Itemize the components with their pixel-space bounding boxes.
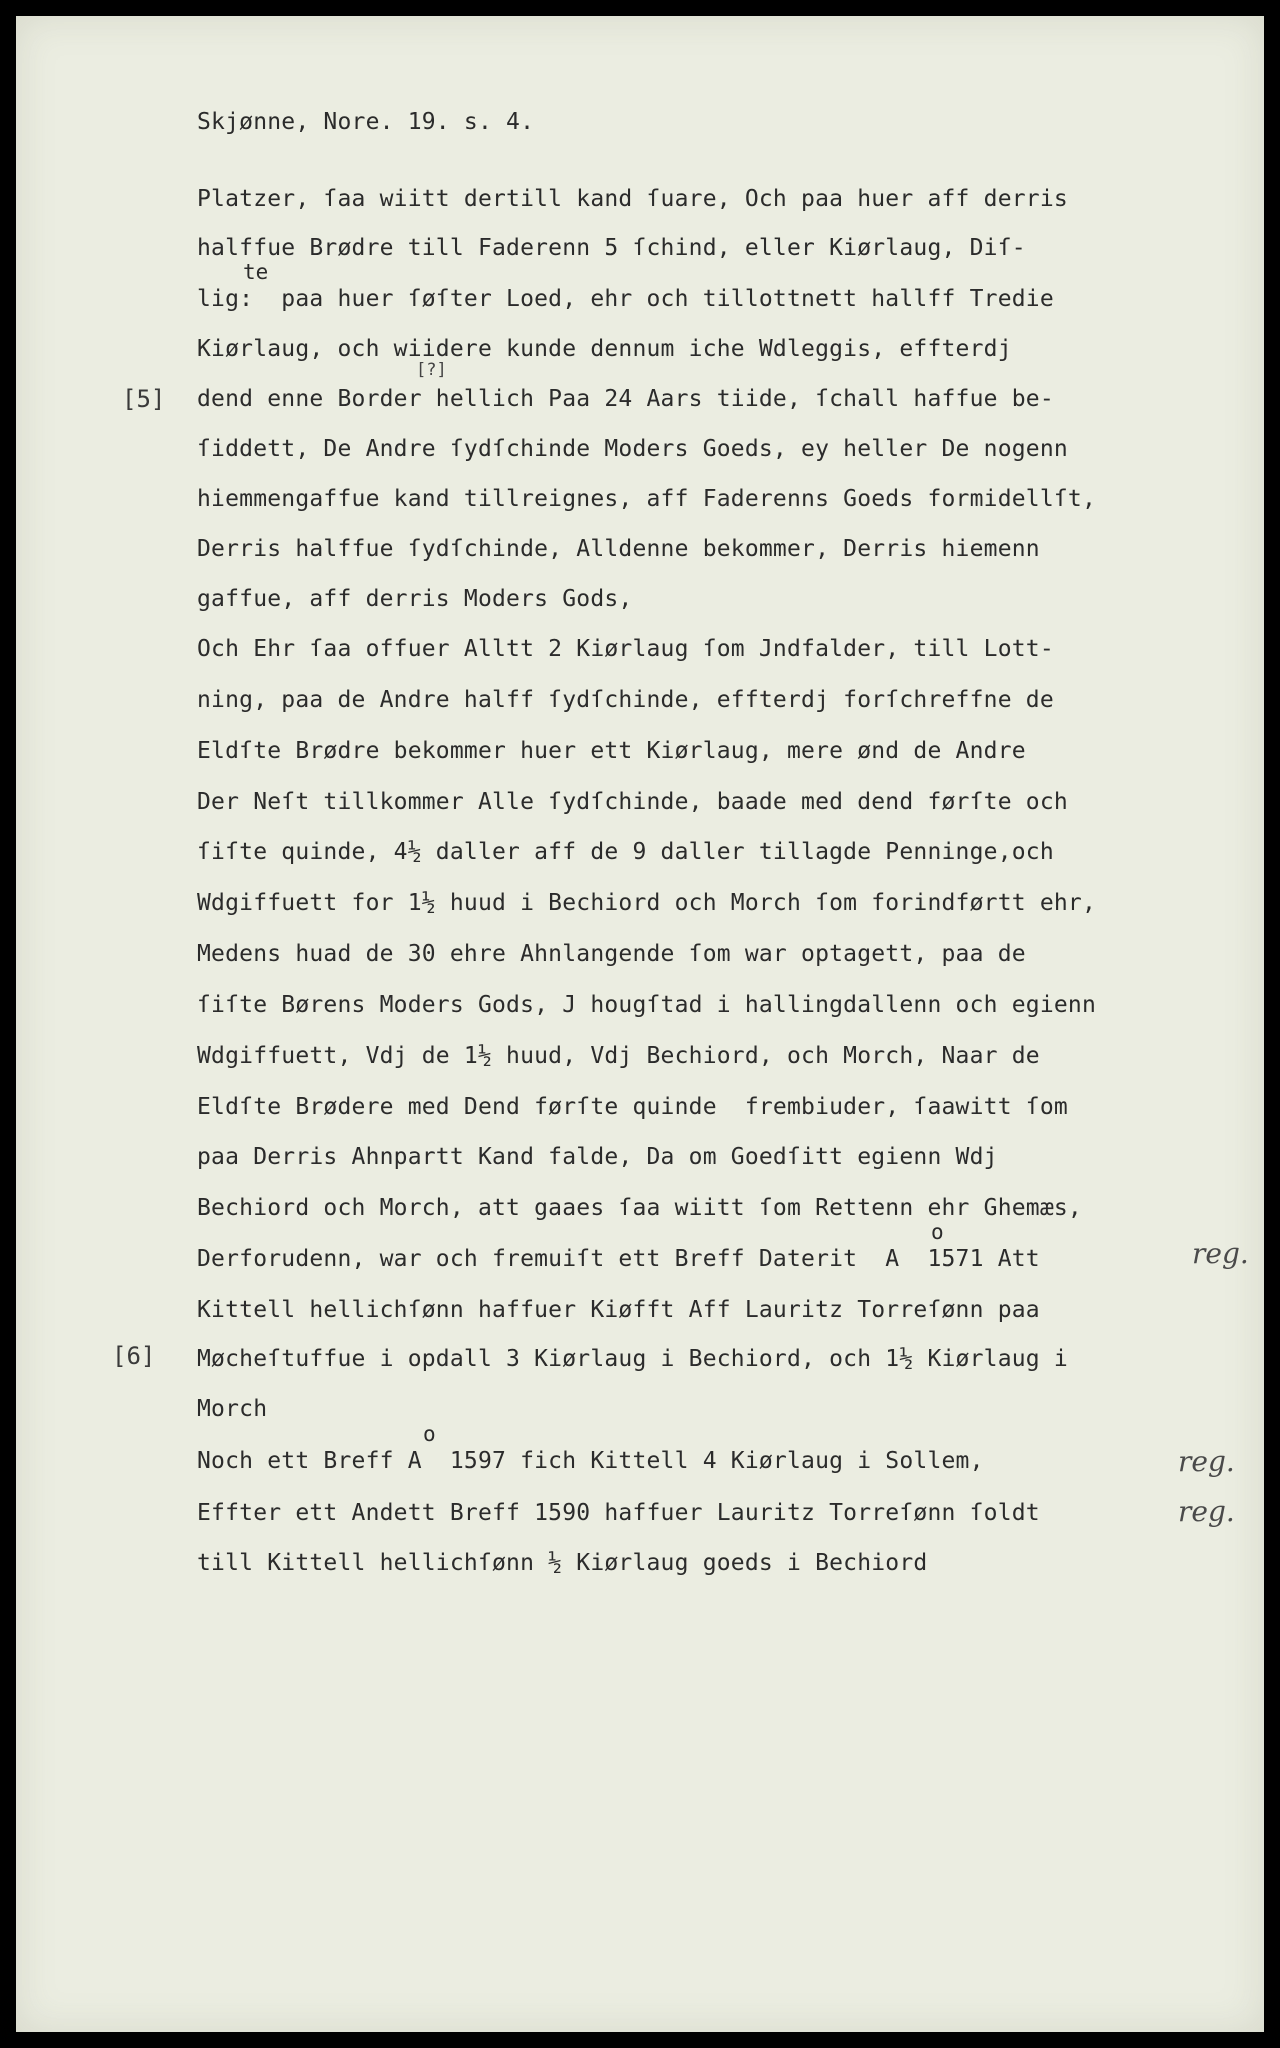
text-line-24: Møcheſtuffue i opdall 3 Kiørlaug i Bechiord, och 1½ Kiørlaug i bbox=[197, 1346, 1068, 1372]
text-line-14: ſiſte quinde, 4½ daller aff de 9 daller tillagde Penninge,och bbox=[197, 839, 1054, 865]
interlinear-te: te bbox=[243, 260, 269, 284]
text-line-13: Der Neſt tillkommer Alle ſydſchinde, baade med dend førſte och bbox=[197, 789, 1068, 815]
margin-note-reg-3: reg. bbox=[1178, 1495, 1235, 1528]
text-line-16: Medens huad de 30 ehre Ahnlangende ſom war optagett, paa de bbox=[197, 941, 1026, 967]
text-line-18: Wdgiffuett, Vdj de 1½ huud, Vdj Bechiord, och Morch, Naar de bbox=[197, 1043, 1040, 1069]
text-line-23: Kittell hellichſønn haffuer Kiøfft Aff Lauritz Torreſønn paa bbox=[197, 1297, 1040, 1323]
text-line-25: Morch bbox=[197, 1396, 268, 1422]
text-line-28: till Kittell hellichſønn ½ Kiørlaug goeds i Bechiord bbox=[197, 1550, 928, 1576]
interlinear-uncertain: [?] bbox=[416, 360, 447, 380]
text-line-12: Eldſte Brødre bekommer huer ett Kiørlaug, mere ønd de Andre bbox=[197, 738, 1026, 764]
margin-ref-6: [6] bbox=[112, 1342, 156, 1370]
margin-note-reg-1: reg. bbox=[1192, 1237, 1249, 1270]
text-line-20: paa Derris Ahnpartt Kand falde, Da om Goedſitt egienn Wdj bbox=[197, 1144, 998, 1170]
text-line-9: gaffue, aff derris Moders Gods, bbox=[197, 586, 633, 612]
text-line-15: Wdgiffuett for 1½ huud i Bechiord och Morch ſom forindførtt ehr, bbox=[197, 890, 1097, 916]
document-page bbox=[16, 16, 1264, 2032]
text-line-8: Derris halffue ſydſchinde, Alldenne bekommer, Derris hiemenn bbox=[197, 536, 1040, 562]
text-line-11: ning, paa de Andre halff ſydſchinde, effterdj forſchreffne de bbox=[197, 687, 1054, 713]
text-line-1: Platzer, ſaa wiitt dertill kand ſuare, Och paa huer aff derris bbox=[197, 186, 1068, 212]
text-line-7: hiemmengaffue kand tillreignes, aff Faderenns Goeds formidellſt, bbox=[197, 486, 1097, 512]
text-line-2: halffue Brødre till Faderenn 5 ſchind, eller Kiørlaug, Diſ- bbox=[197, 235, 1026, 261]
interlinear-circle-2: o bbox=[423, 1422, 436, 1446]
text-line-3: lig: paa huer ſøſter Loed, ehr och tillottnett hallff Tredie bbox=[197, 286, 1054, 312]
page-header: Skjønne, Nore. 19. s. 4. bbox=[197, 109, 535, 135]
text-line-26: Noch ett Breff A 1597 fich Kittell 4 Kiørlaug i Sollem, bbox=[197, 1448, 984, 1474]
text-line-19: Eldſte Brødere med Dend førſte quinde frembiuder, ſaawitt ſom bbox=[197, 1094, 1068, 1120]
text-line-22: Derforudenn, war och fremuiſt ett Breff Daterit A 1571 Att bbox=[197, 1246, 1040, 1272]
text-line-10: Och Ehr ſaa offuer Alltt 2 Kiørlaug ſom Jndfalder, till Lott- bbox=[197, 636, 1054, 662]
margin-note-reg-2: reg. bbox=[1178, 1445, 1235, 1478]
text-line-17: ſiſte Børens Moders Gods, J hougſtad i hallingdallenn och egienn bbox=[197, 992, 1097, 1018]
text-line-21: Bechiord och Morch, att gaaes ſaa wiitt ſom Rettenn ehr Ghemæs, bbox=[197, 1195, 1082, 1221]
text-line-6: ſiddett, De Andre ſydſchinde Moders Goeds, ey heller De nogenn bbox=[197, 436, 1068, 462]
interlinear-circle-1: o bbox=[931, 1220, 944, 1244]
margin-ref-5: [5] bbox=[122, 385, 166, 413]
text-line-5: dend enne Border hellich Paa 24 Aars tiide, ſchall haffue be- bbox=[197, 386, 1054, 412]
text-line-27: Effter ett Andett Breff 1590 haffuer Lauritz Torreſønn ſoldt bbox=[197, 1500, 1040, 1526]
text-line-4: Kiørlaug, och wiidere kunde dennum iche Wdleggis, effterdj bbox=[197, 336, 1012, 362]
